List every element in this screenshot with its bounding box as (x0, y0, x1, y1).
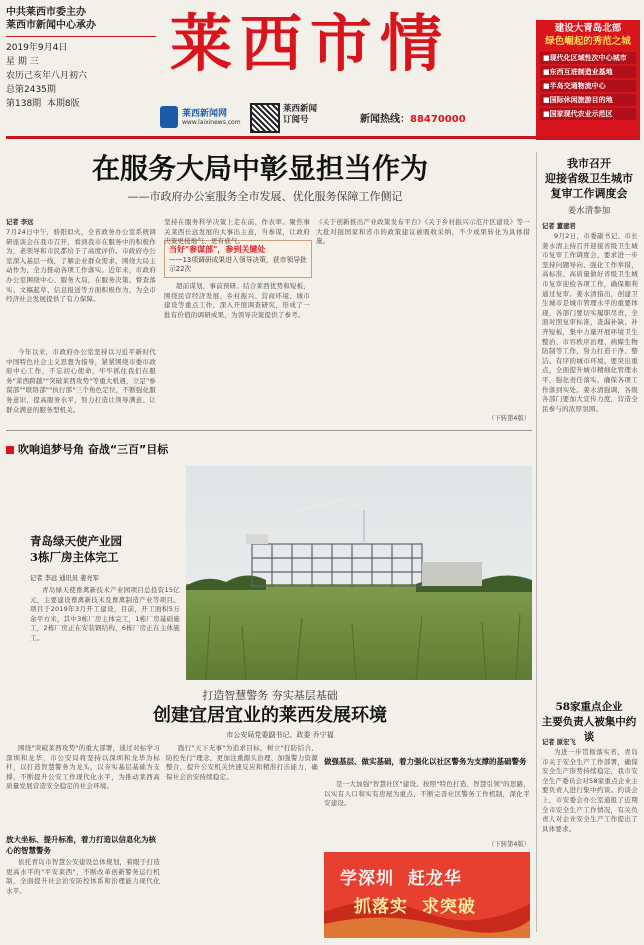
qr-code-icon[interactable] (250, 103, 280, 133)
subscribe-label (283, 104, 317, 126)
lead-body-3: 坚持在服务科学决策上走在前、作表率。聚焦事关莱西长远发展的大事出主意，当参谋，让政府决策更接地气、更有底气。 (164, 218, 310, 246)
slogan-2b: 求突破 (421, 897, 476, 917)
right-story-headline (540, 156, 638, 201)
slogan-line2 (354, 892, 476, 917)
story2-reporter: 记者 原宏飞 (542, 739, 576, 746)
slogan-1a: 学深圳 (340, 869, 394, 889)
sponsor-line-2: 莱西市新闻中心承办 (6, 20, 96, 31)
promo-item: ■国家现代农业示范区 (540, 108, 636, 120)
site-url[interactable]: www.laixinews.com (182, 119, 241, 126)
slogan-line1 (340, 864, 462, 889)
right-story-body: 9月2日，市委副书记、市长姜水清主持召开迎接省级卫生城市复审工作调度会，要求进一步坚持问题导向、强化工作举措，高标准、高质量做好省级卫生城市复审迎检各项工作，确保顺利通过复审。姜水清指出，创建卫生城市是城市管理水平的重要体现，各部门要切实履职尽责，全面对照复审标准，查漏补缺、补齐短板，集中力量开展环境卫生整治、市容秩序治理、病媒生物防制等工作，努力打造干净、整洁、有序的城市环境。要突出重点，全面提升城市精细化管理水平，强化责任落实，确保各项工作落到实处。姜水清强调，各级各部门要加大宣传力度，营造全民参与的浓厚氛围。 (542, 232, 638, 413)
right-story-byline: 姜水清参加 (567, 206, 611, 216)
right-story-reporter: 记者 董建君 (542, 223, 576, 230)
photo-story-byline: 记者 李远 通讯员 姜亮军 (30, 575, 99, 582)
issue-total: 总第2435期 (6, 85, 56, 95)
security-byline: 市公安局党委副书记、政委 乔宁福 (226, 731, 334, 739)
slogan-1b: 赶龙华 (407, 869, 462, 889)
jump-note-1: （下转第4版） (488, 415, 530, 422)
lead-reporter: 记者 李远 (6, 219, 34, 226)
jump-note-2: （下转第4版） (488, 841, 530, 848)
promo-title-line1: 建设大青岛北部 (554, 23, 622, 34)
column-divider (536, 152, 537, 932)
construction-site-photo (186, 466, 532, 680)
security-body-4: 是一大加强"智慧社区"建设。按照"特色打造、智慧引领"的思路，以实有人口和实有房屋为重点，不断完善社区警务工作机制，深化平安建设。 (324, 780, 530, 808)
masthead-rule (6, 136, 638, 139)
hotline (360, 110, 466, 125)
lead-body-4: 超前谋划，事前预研。结合莱西优势和短板，围绕民营经济发展、乡村振兴、营商环境、城市建设等重点工作，深入开展调查研究，形成了一批有价值的调研成果，为领导决策提供了参考。 (164, 282, 310, 319)
story2-body: 为进一步贯彻落实省、青岛市关于安全生产工作部署，确保安全生产形势持续稳定，我市安全生产委员会对58家重点企业主要负责人进行集中约谈。约谈会上，市安委会办公室通报了近期全市安全生产工作情况，有关负责人对企业安全生产工作提出了具体要求。 (542, 748, 638, 833)
callout-sub: ——13项调研成果进入领导决策，获市领导批示22次 (169, 256, 307, 273)
lead-headline: 在服务大局中彰显担当作为 (91, 152, 428, 185)
header-rule (6, 36, 156, 37)
security-body-3: 践行"天下无事"为追求目标，树立"打防结合、防控先行"理念，更加注重源头治理、加强警力资源整合，提升公安机关快速反应和精准打击能力，确保社会治安持续稳定。 (166, 744, 318, 781)
lead-body-1: 7月24日中午，骄阳似火，全省政务办公室系统调研座谈会在我市召开，看到我市在服务中的积极作为，老领导和市民都给予了高度评价。市政府办公室深入基层一线，了解企业群众需求，围绕大局主动作为，全力推动各项工作落实。近年来，市政府办公室围绕中心、服务大局，在服务决策、督查落实、文稿起草、信息报送等方面积极作为，为全市经济社会发展提供了有力保障。 (6, 228, 156, 304)
slogan-banner (324, 852, 530, 938)
lunar-date: 农历己亥年八月初六 (6, 71, 88, 81)
security-body-2: 依托青岛市智慧公安建设总体规划，着眼于打造更高水平的"平安莱西"，不断改革创新警务运行机制，全面提升社会治安防控体系和治理能力现代化水平。 (6, 858, 160, 895)
page-count: 本期8版 (46, 99, 80, 109)
lead-subhead: ——市政府办公室服务全市发展、优化服务保障工作侧记 (127, 190, 403, 203)
slogan-2a: 抓落实 (354, 897, 408, 917)
subscribe-sub: 订阅号 (283, 115, 309, 125)
lead-body-2: 今年以来，市政府办公室坚持以习近平新时代中国特色社会主义思想为指导，紧紧围绕市委市政府中心工作，不忘初心使命，牢牢抓住我们在服务"莱西跨越""突破莱西攻势"等重大机遇，立足"参谋部""联络部""执行部"三个角色定位，不断强化服务意识，提高服务水平，努力打造让领导满意、让群众满意的服务型机关。 (6, 348, 156, 414)
construction-site-image (186, 466, 532, 680)
lead-body-5: 《关于创新推出产业政策发布平台》《关于乡村振兴示范片区建设》等一大批对接国家和省市的政策建议被吸收采纳，不少成果转化为具体措施。 (316, 218, 530, 246)
callout-title: 当好"参谋部"，参到关键处 (169, 245, 266, 254)
hotline-number: 88470000 (410, 114, 466, 125)
news-site-logo[interactable] (160, 104, 240, 132)
site-logo-icon (160, 106, 178, 128)
promo-title-line2: 绿色崛起的秀范之城 (545, 36, 631, 47)
security-body-1: 围绕"突破莱西攻势"的重大部署，通过对标学习深圳和龙华，市公安局将坚持以深圳和龙华为标杆，以打造智慧警务为龙头，以夯实基层基础为支撑，不断提升公安工作现代化水平，为推动莱西高质量发展营造安全稳定的社会环境。 (6, 744, 160, 791)
security-sub-1: 放大坐标、提升标准，着力打造以信息化为核心的智慧警务 (6, 835, 156, 855)
masthead-title: 莱西市情 (169, 7, 450, 80)
section-bullet-icon (6, 446, 14, 454)
section-label: 吹响追梦号角 奋战“三百”目标 (18, 443, 169, 456)
security-sub-2: 做强基层、做实基础，着力强化以社区警务为支撑的基础警务 (324, 757, 527, 766)
security-kicker: 打造智慧警务 夯实基层基础 (202, 689, 338, 702)
city-promo-box (536, 20, 640, 140)
promo-item: ■东西互进制造业基地 (540, 66, 636, 78)
right-headline-line1: 我市召开 (567, 157, 611, 170)
photo-headline-line2: 3栋厂房主体完工 (30, 550, 119, 564)
promo-item: ■现代化区域性次中心城市 (540, 52, 636, 64)
issue-date: 2019年9月4日 (6, 43, 68, 53)
site-name: 莱西新闻网 (182, 109, 228, 119)
promo-item: ■国际休闲旅游目的地 (540, 94, 636, 106)
hotline-label: 新闻热线： (360, 114, 410, 125)
promo-title (536, 20, 640, 50)
subscribe-title: 莱西新闻 (283, 104, 318, 114)
sponsor-line-1: 中共莱西市委主办 (6, 7, 86, 18)
photo-headline-line1: 青岛绿天使产业园 (30, 534, 122, 548)
issue-number: 第138期 (6, 99, 42, 109)
right-headline-line2: 迎接省级卫生城市 (545, 172, 633, 185)
photo-story-headline (30, 533, 180, 565)
story2-headline-line1: 58家重点企业 (555, 701, 623, 713)
right-headline-line3: 复审工作调度会 (550, 187, 628, 200)
issue-weekday: 星 期 三 (6, 57, 39, 67)
photo-story-body: 青岛绿天使畜禽新技术产业园项目总投资15亿元，主要建设畜禽新技术及畜禽制造产业等项目。项目于2019年3月开工建设，目前，开工面积5万余平方米，其中3栋厂房主体完工，1栋厂房基础施工，2栋厂房正在安装钢结构，6栋厂房正在主体施工。 (30, 586, 180, 642)
section-rule (6, 430, 532, 431)
security-headline: 创建宜居宜业的莱西发展环境 (153, 705, 387, 726)
story2-headline-line2: 主要负责人被集中约谈 (541, 716, 637, 743)
issue-info (6, 6, 156, 111)
promo-item: ■半岛交通物流中心 (540, 80, 636, 92)
